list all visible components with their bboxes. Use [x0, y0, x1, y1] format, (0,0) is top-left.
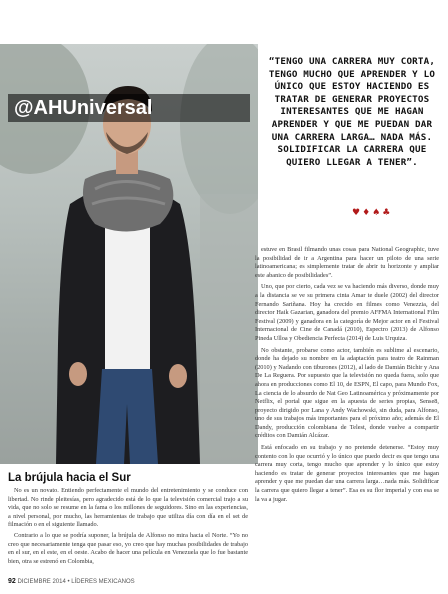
body-paragraph: Contrario a lo que se podría suponer, la brújula de Alfonso no mira hacia el Norte. “Yo no creo que necesariamente tenga que pasar eso, yo creo que hay muchas posibilidades de trabajo en el sur, en el este, en el oeste. Acabo de hacer una película en Venezuela que lo fue bastante bien, otra se estrenó en Colombia, [8, 531, 248, 565]
body-paragraph: No obstante, probarse como actor, también es sublime al escenario, donde ha dejado su nombre en la adaptación para teatro de Rainman (2010) y Nadando con tiburones (2012), al lado de Damián Bichir y Ana De La Reguera. Por supuesto que la televisión no queda fuera, solo que ahora en producciones como El 10, de ESPN, El capo, para Mundo Fox, La ciencia de lo absurdo de Nat Geo Latinoamérica y próximamente por Netflix, el portal que sigue en la apuesta de series propias, Sense8, proyecto dirigido por Lana y Andy Wachowski, sin duda, para Alfonso, uno de sus trabajos más importantes para el próximo año; además de El Dandy, producción colombiana de Telest, donde vuelve a compartir créditos con Damián Alcázar. [255, 346, 439, 440]
section-heading: La brújula hacia el Sur [8, 472, 131, 484]
body-paragraph: No es un novato. Entiendo perfectamente el mundo del entretenimiento y se conduce con libertad. No rinde pleitesías, pero agradecido está de lo que la televisión comercial trajo a su vida, que no solo se resume en la fama o los millones de seguidores. Sino en las experiencias, a nivel personal, por mucho, las herramientas de trabajo que utiliza día con día en el set de filmación o en el siguiente llamado. [8, 487, 248, 529]
body-paragraph: Uno, que por cierto, cada vez se va haciendo más diverso, donde muy a la distancia se ve su primera cinta Amar te duele (2002) del director Fernando Sariñana. Hoy ha crecido en filmes como Venezzia, del director Haik Gazarian, ganadora del premio AFFMA International Film Festival (2009) y ganadora en la categoría de Mejor actor en el Festival Internacional de Cine de Canadá (2010), Espectro (2013) de Alfonso Pineda Ulloa y Obediencia Perfecta (2014) de Luis Urquiza. [255, 283, 439, 342]
suit-ornament: ♥♦♠♣ [352, 208, 393, 218]
portrait-photo [0, 44, 258, 464]
issue-date: DICIEMBRE 2014 [17, 579, 66, 585]
article-body-right [255, 246, 439, 507]
magazine-name: LÍDERES MEXICANOS [71, 579, 135, 585]
page-footer: 92 DICIEMBRE 2014 • LÍDERES MEXICANOS [8, 578, 135, 585]
page-number: 92 [8, 578, 16, 585]
article-body-lower [8, 487, 248, 568]
body-paragraph: Está enfocado en su trabajo y no pretende detenerse. “Estoy muy contento con lo que ocurrió y lo único que puedo decir es que tengo una carrera muy corta, tengo mucho que aprender y lo único que estoy haciendo es tratar de generar proyectos interesantes que me hagan aprender y que me puedan dar una carrera larga…nada más. Solidificar la carrera que quiero llegar a tener”. Esa es su flor imperial y con esa se la va a jugar. [255, 444, 439, 503]
pull-quote: “TENGO UNA CARRERA MUY CORTA, TENGO MUCHO QUE APRENDER Y LO ÚNICO QUE ESTOY HACIENDO ES TRATAR DE GENERAR PROYECTOS INTERESANTES QUE ME HAGAN APRENDER Y QUE ME PUEDAN DAR UNA CARRERA LARGA… NADA MÁS. SOLIDIFICAR LA CARRERA QUE QUIERO LLEGAR A TENER”. [268, 56, 436, 168]
social-handle: @AHUniversal [8, 94, 250, 122]
body-paragraph: estuve en Brasil filmando unas cosas para National Geographic, tuve la posibilidad de ir a Argentina para hacer un piloto de una serie latinoamericana; es simplemente tratar de abrir tu horizonte y ampliar este abanico de posibilidades”. [255, 246, 439, 279]
